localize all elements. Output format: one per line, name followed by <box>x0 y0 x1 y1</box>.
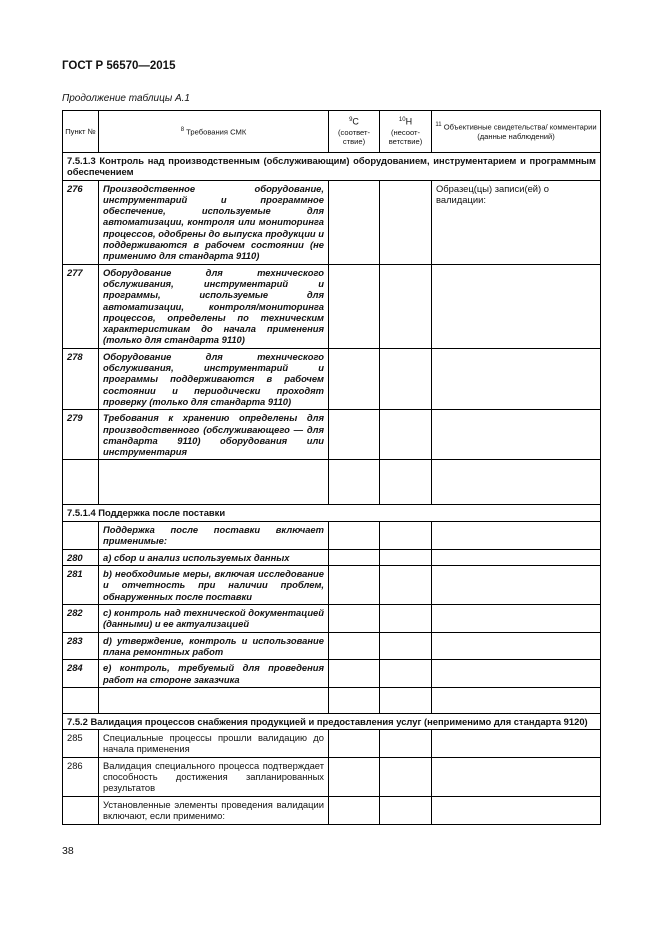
header-nonconformity: $^{10}$Н (несоот-ветствие) <box>380 111 432 153</box>
nonconformity-cell[interactable] <box>380 632 432 660</box>
conformity-cell[interactable] <box>329 566 380 605</box>
table-row <box>63 566 601 605</box>
nonconformity-cell[interactable] <box>380 687 432 713</box>
nonconformity-cell[interactable] <box>380 410 432 460</box>
table-row <box>63 730 601 758</box>
conformity-cell[interactable] <box>329 410 380 460</box>
item-number: 277 <box>63 264 99 348</box>
nonconformity-cell[interactable] <box>380 566 432 605</box>
evidence-cell[interactable] <box>432 348 601 409</box>
requirement-text: Производственное оборудование, инструментарий и программное обеспечение, используемые для автоматизации, контроля или мониторинга процессов, одобрены до выпуска продукции и поддерживаются в рабочем состоянии (не применимо для стандарта 9110) <box>99 180 329 264</box>
table-caption: Продолжение таблицы А.1 <box>62 93 190 104</box>
evidence-cell[interactable] <box>432 632 601 660</box>
section-heading-row <box>63 505 601 521</box>
evidence-cell[interactable] <box>432 605 601 633</box>
nonconformity-cell[interactable] <box>380 180 432 264</box>
requirement-text: Поддержка после поставки включает применимые: <box>99 521 329 549</box>
evidence-cell[interactable] <box>432 549 601 565</box>
nonconformity-cell[interactable] <box>380 348 432 409</box>
evidence-cell[interactable] <box>432 264 601 348</box>
conformity-cell[interactable] <box>329 687 380 713</box>
requirement-text: Установленные элементы проведения валидации включают, если применимо: <box>99 796 329 824</box>
requirement-text: d) утверждение, контроль и использование плана ремонтных работ <box>99 632 329 660</box>
conformity-cell[interactable] <box>329 521 380 549</box>
conformity-cell[interactable] <box>329 796 380 824</box>
requirement-text: Оборудование для технического обслуживания, инструментарий и программы поддерживаются в рабочем состоянии и периодически проходят проверку (только для стандарта 9110) <box>99 348 329 409</box>
table-row <box>63 549 601 565</box>
requirement-text: Требования к хранению определены для производственного (обслуживающего — для стандарта 9110) оборудования или инструментария <box>99 410 329 460</box>
item-number: 278 <box>63 348 99 409</box>
page-number: 38 <box>62 845 74 857</box>
evidence-cell[interactable] <box>432 521 601 549</box>
item-number: 276 <box>63 180 99 264</box>
requirements-table <box>62 110 601 825</box>
nonconformity-cell[interactable] <box>380 796 432 824</box>
requirement-text <box>99 687 329 713</box>
requirement-text: b) необходимые меры, включая исследование и отчетность при наличии проблем, обнаруженных после поставки <box>99 566 329 605</box>
section-heading-row <box>63 713 601 729</box>
evidence-cell[interactable] <box>432 757 601 796</box>
table-row <box>63 757 601 796</box>
header-item-number: Пункт № <box>63 111 99 153</box>
header-evidence: $^{11}$ Объективные свидетельства/ комментарии (данные наблюдений) <box>432 111 601 153</box>
item-number: 286 <box>63 757 99 796</box>
evidence-cell[interactable] <box>432 730 601 758</box>
table-row <box>63 605 601 633</box>
evidence-cell[interactable] <box>432 460 601 505</box>
conformity-cell[interactable] <box>329 460 380 505</box>
item-number <box>63 460 99 505</box>
nonconformity-cell[interactable] <box>380 521 432 549</box>
table-row <box>63 521 601 549</box>
conformity-cell[interactable] <box>329 264 380 348</box>
item-number <box>63 796 99 824</box>
header-conformity: $^9$С (соответ-ствие) <box>329 111 380 153</box>
section-title: 7.5.2 Валидация процессов снабжения продукцией и предоставления услуг (неприменимо для стандарта 9120) <box>63 713 601 729</box>
section-title: 7.5.1.4 Поддержка после поставки <box>63 505 601 521</box>
requirement-text: Валидация специального процесса подтверждает способность достижения запланированных результатов <box>99 757 329 796</box>
item-number: 284 <box>63 660 99 688</box>
nonconformity-cell[interactable] <box>380 264 432 348</box>
nonconformity-cell[interactable] <box>380 730 432 758</box>
requirement-text: Специальные процессы прошли валидацию до начала применения <box>99 730 329 758</box>
item-number: 281 <box>63 566 99 605</box>
evidence-cell[interactable] <box>432 796 601 824</box>
section-title: 7.5.1.3 Контроль над производственным (обслуживающим) оборудованием, инструментарием и программным обеспечением <box>63 153 601 181</box>
item-number: 285 <box>63 730 99 758</box>
conformity-cell[interactable] <box>329 757 380 796</box>
table-row-empty <box>63 687 601 713</box>
table-row <box>63 180 601 264</box>
nonconformity-cell[interactable] <box>380 549 432 565</box>
table-row <box>63 632 601 660</box>
table-row <box>63 410 601 460</box>
conformity-cell[interactable] <box>329 549 380 565</box>
requirement-text: Оборудование для технического обслуживания, инструментарий и программы, используемые для автоматизации, контроля/мониторинга процессов, определены по техническим характеристикам до начала применения (только для стандарта 9110) <box>99 264 329 348</box>
table-row <box>63 660 601 688</box>
conformity-cell[interactable] <box>329 660 380 688</box>
evidence-cell[interactable] <box>432 566 601 605</box>
item-number <box>63 687 99 713</box>
conformity-cell[interactable] <box>329 605 380 633</box>
table-row <box>63 264 601 348</box>
section-heading-row <box>63 153 601 181</box>
item-number: 283 <box>63 632 99 660</box>
evidence-cell[interactable] <box>432 687 601 713</box>
item-number: 280 <box>63 549 99 565</box>
table-row <box>63 348 601 409</box>
item-number: 279 <box>63 410 99 460</box>
conformity-cell[interactable] <box>329 632 380 660</box>
requirement-text: e) контроль, требуемый для проведения работ на стороне заказчика <box>99 660 329 688</box>
table-row-empty <box>63 460 601 505</box>
nonconformity-cell[interactable] <box>380 757 432 796</box>
conformity-cell[interactable] <box>329 348 380 409</box>
table-header-row <box>63 111 601 153</box>
nonconformity-cell[interactable] <box>380 605 432 633</box>
evidence-cell[interactable]: Образец(цы) записи(ей) о валидации: <box>432 180 601 264</box>
table-row <box>63 796 601 824</box>
item-number <box>63 521 99 549</box>
header-requirements: $^8$ Требования СМК <box>99 111 329 153</box>
conformity-cell[interactable] <box>329 730 380 758</box>
conformity-cell[interactable] <box>329 180 380 264</box>
requirement-text: a) сбор и анализ используемых данных <box>99 549 329 565</box>
nonconformity-cell[interactable] <box>380 660 432 688</box>
evidence-cell[interactable] <box>432 660 601 688</box>
item-number: 282 <box>63 605 99 633</box>
evidence-cell[interactable] <box>432 410 601 460</box>
requirement-text <box>99 460 329 505</box>
document-header: ГОСТ Р 56570—2015 <box>62 60 176 72</box>
nonconformity-cell[interactable] <box>380 460 432 505</box>
requirement-text: c) контроль над технической документацией (данными) и ее актуализацией <box>99 605 329 633</box>
